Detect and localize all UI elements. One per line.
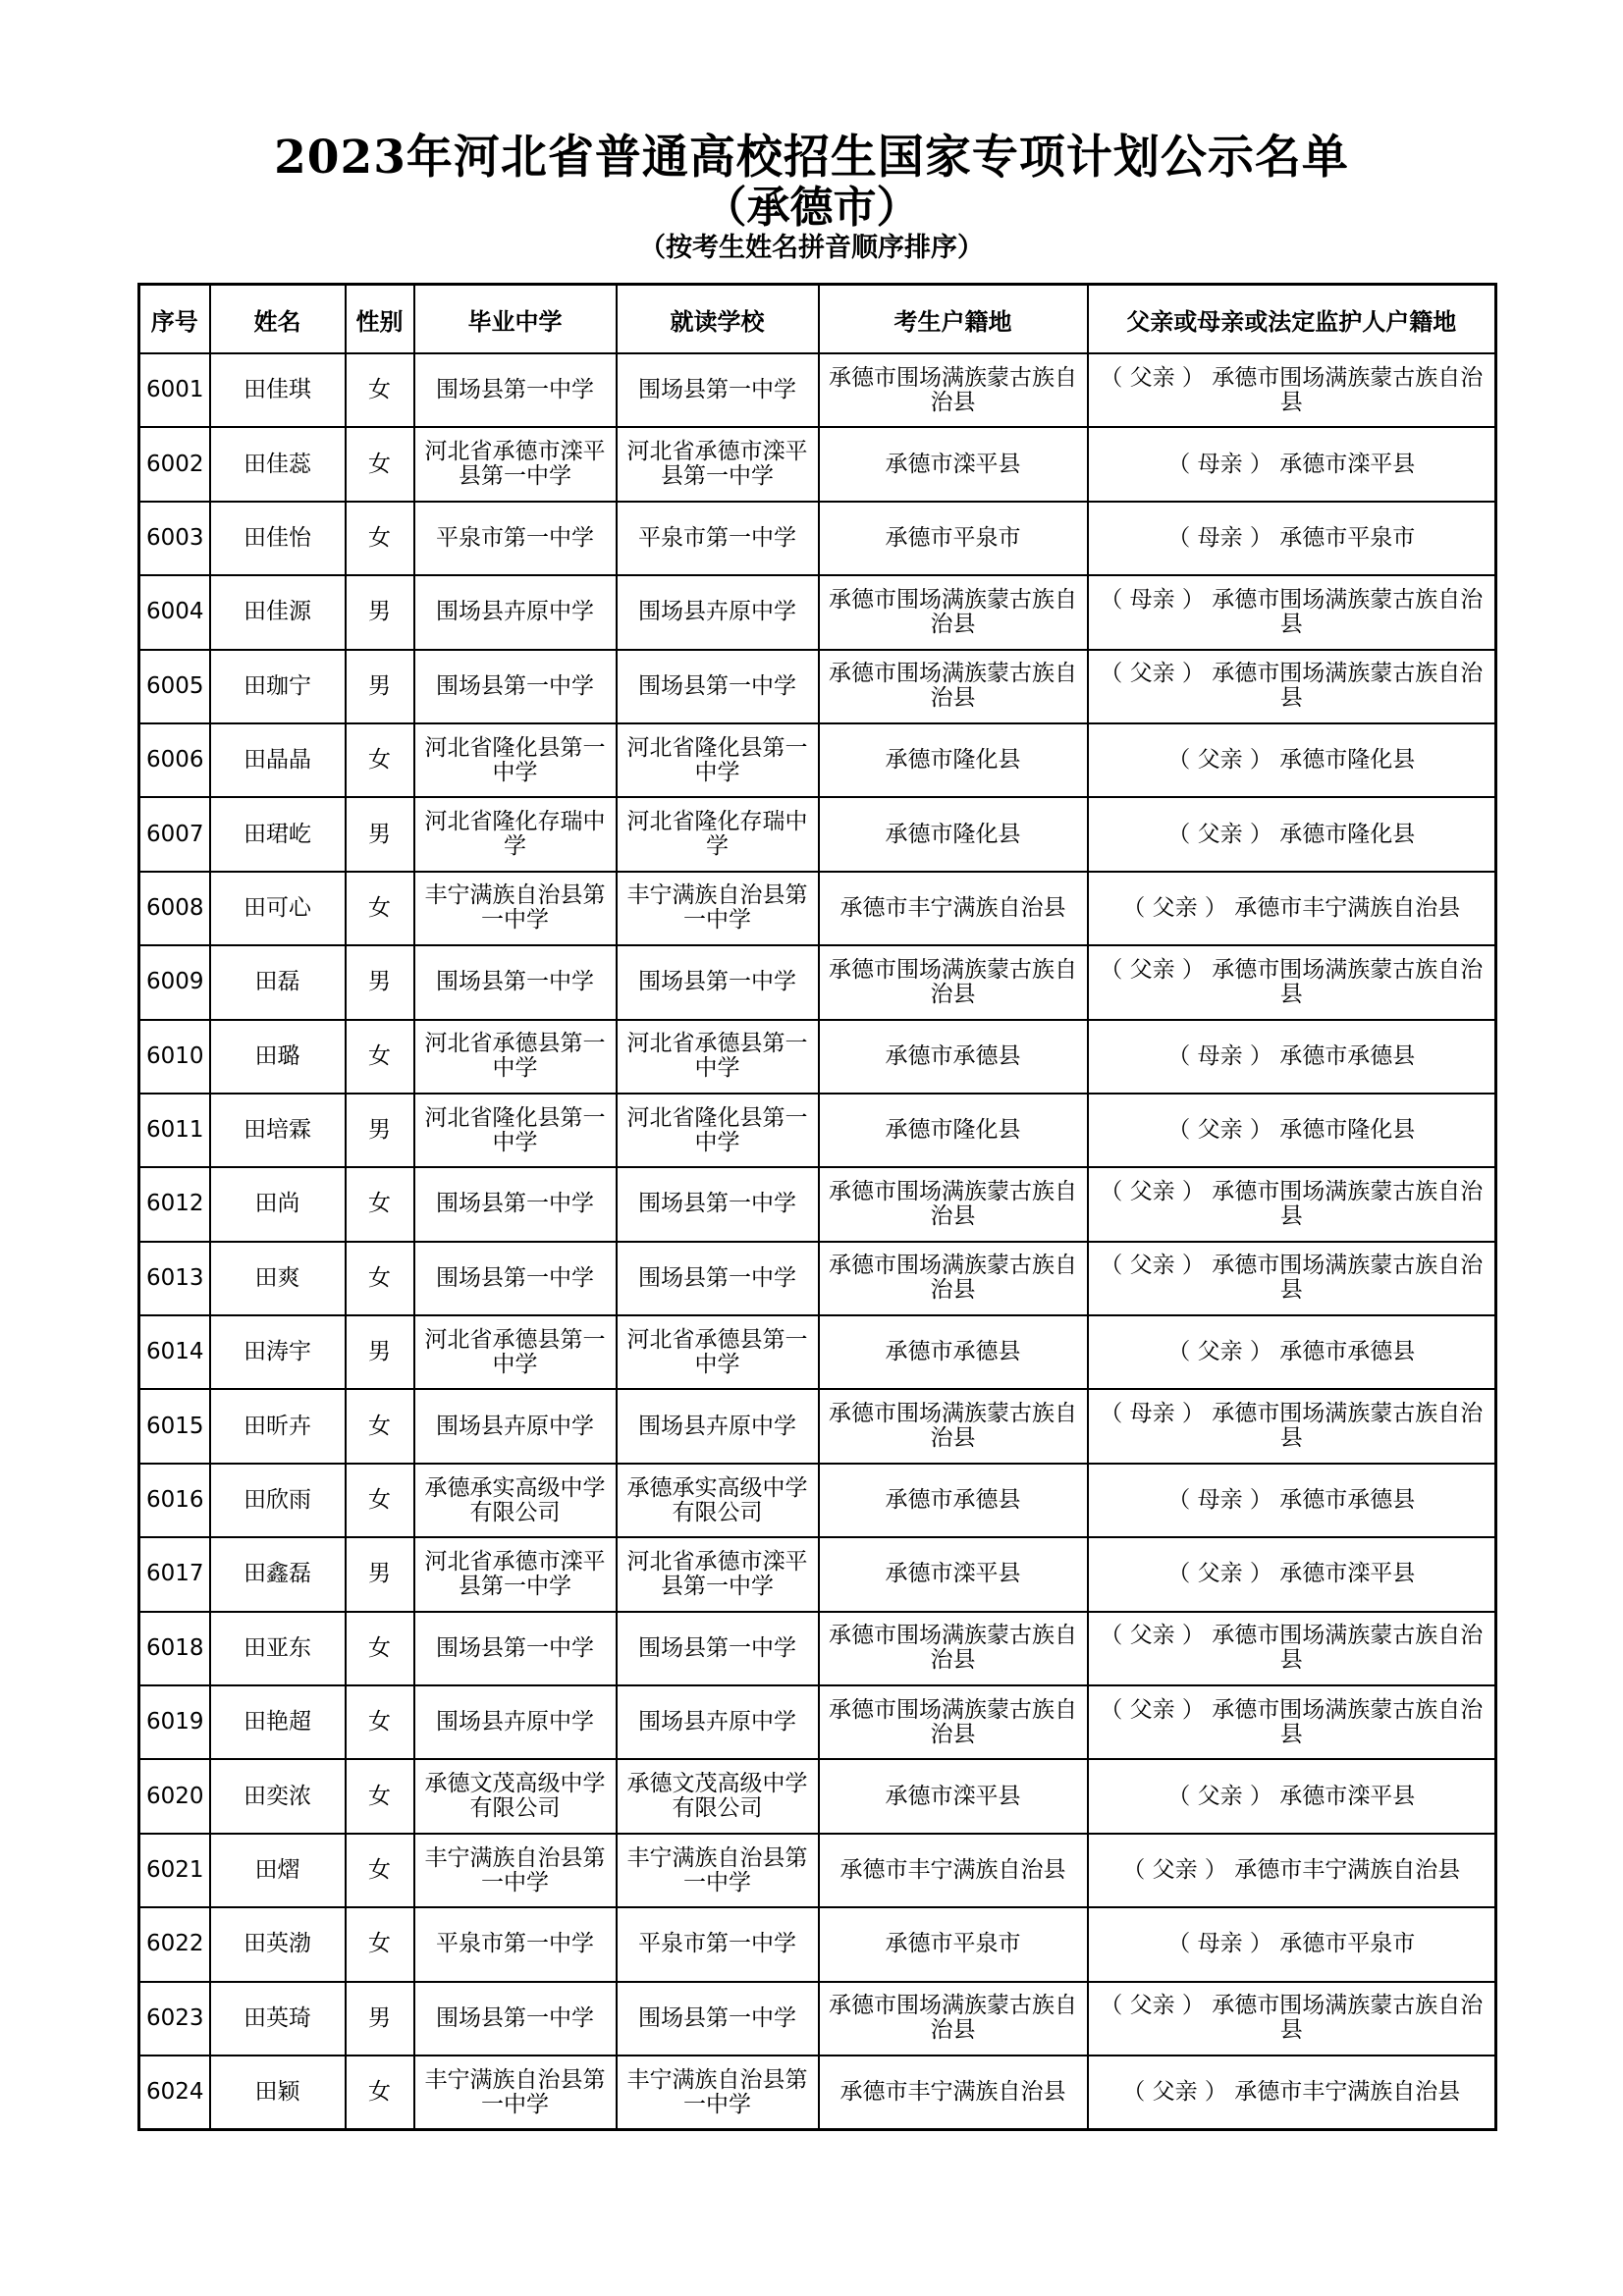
cell-guardian-hukou: （ 母亲 ） 承德市承德县 xyxy=(1088,1464,1496,1537)
cell-current-school: 河北省承德市滦平县第一中学 xyxy=(617,427,819,501)
cell-current-school: 围场县第一中学 xyxy=(617,650,819,723)
cell-serial: 6013 xyxy=(139,1242,210,1315)
cell-guardian-hukou: （ 父亲 ） 承德市围场满族蒙古族自治县 xyxy=(1088,1242,1496,1315)
cell-name: 田鑫磊 xyxy=(210,1537,346,1611)
cell-current-school: 围场县卉原中学 xyxy=(617,1685,819,1759)
cell-serial: 6009 xyxy=(139,945,210,1019)
cell-gender: 男 xyxy=(346,945,414,1019)
cell-gender: 女 xyxy=(346,1389,414,1463)
table-row xyxy=(139,723,1496,797)
cell-graduated-school: 平泉市第一中学 xyxy=(414,502,617,575)
table-row xyxy=(139,1685,1496,1759)
cell-name: 田佳蕊 xyxy=(210,427,346,501)
cell-name: 田珺屹 xyxy=(210,797,346,871)
cell-student-hukou: 承德市滦平县 xyxy=(819,1759,1088,1833)
cell-gender: 女 xyxy=(346,1759,414,1833)
cell-serial: 6005 xyxy=(139,650,210,723)
table-row xyxy=(139,1982,1496,2056)
cell-student-hukou: 承德市滦平县 xyxy=(819,427,1088,501)
table-row xyxy=(139,650,1496,723)
cell-student-hukou: 承德市围场满族蒙古族自治县 xyxy=(819,945,1088,1019)
cell-student-hukou: 承德市丰宁满族自治县 xyxy=(819,1834,1088,1907)
table-row xyxy=(139,1389,1496,1463)
cell-serial: 6010 xyxy=(139,1020,210,1094)
header-graduated-school: 毕业中学 xyxy=(414,285,617,354)
header-guardian-hukou: 父亲或母亲或法定监护人户籍地 xyxy=(1088,285,1496,354)
cell-gender: 女 xyxy=(346,2056,414,2130)
cell-gender: 男 xyxy=(346,1982,414,2056)
cell-current-school: 河北省承德县第一中学 xyxy=(617,1020,819,1094)
cell-serial: 6012 xyxy=(139,1167,210,1241)
cell-student-hukou: 承德市隆化县 xyxy=(819,797,1088,871)
cell-serial: 6020 xyxy=(139,1759,210,1833)
header-student-hukou: 考生户籍地 xyxy=(819,285,1088,354)
cell-current-school: 河北省承德市滦平县第一中学 xyxy=(617,1537,819,1611)
cell-serial: 6004 xyxy=(139,575,210,649)
cell-guardian-hukou: （ 父亲 ） 承德市围场满族蒙古族自治县 xyxy=(1088,1982,1496,2056)
cell-name: 田可心 xyxy=(210,872,346,945)
cell-current-school: 丰宁满族自治县第一中学 xyxy=(617,2056,819,2130)
cell-guardian-hukou: （ 母亲 ） 承德市围场满族蒙古族自治县 xyxy=(1088,1389,1496,1463)
cell-gender: 男 xyxy=(346,575,414,649)
table-row xyxy=(139,1167,1496,1241)
cell-graduated-school: 河北省隆化县第一中学 xyxy=(414,723,617,797)
table-row xyxy=(139,872,1496,945)
cell-gender: 男 xyxy=(346,1315,414,1389)
cell-guardian-hukou: （ 母亲 ） 承德市围场满族蒙古族自治县 xyxy=(1088,575,1496,649)
cell-current-school: 围场县第一中学 xyxy=(617,353,819,427)
cell-graduated-school: 承德承实高级中学有限公司 xyxy=(414,1464,617,1537)
cell-guardian-hukou: （ 父亲 ） 承德市承德县 xyxy=(1088,1315,1496,1389)
cell-guardian-hukou: （ 母亲 ） 承德市滦平县 xyxy=(1088,427,1496,501)
table-row xyxy=(139,1537,1496,1611)
cell-graduated-school: 丰宁满族自治县第一中学 xyxy=(414,2056,617,2130)
cell-guardian-hukou: （ 父亲 ） 承德市围场满族蒙古族自治县 xyxy=(1088,650,1496,723)
cell-gender: 女 xyxy=(346,1020,414,1094)
cell-serial: 6019 xyxy=(139,1685,210,1759)
cell-graduated-school: 丰宁满族自治县第一中学 xyxy=(414,872,617,945)
cell-graduated-school: 河北省承德县第一中学 xyxy=(414,1020,617,1094)
cell-guardian-hukou: （ 父亲 ） 承德市隆化县 xyxy=(1088,1094,1496,1167)
cell-graduated-school: 围场县第一中学 xyxy=(414,1167,617,1241)
cell-gender: 女 xyxy=(346,1907,414,1981)
cell-graduated-school: 围场县卉原中学 xyxy=(414,575,617,649)
cell-current-school: 丰宁满族自治县第一中学 xyxy=(617,872,819,945)
cell-graduated-school: 河北省隆化县第一中学 xyxy=(414,1094,617,1167)
cell-serial: 6016 xyxy=(139,1464,210,1537)
cell-gender: 女 xyxy=(346,1834,414,1907)
cell-guardian-hukou: （ 母亲 ） 承德市平泉市 xyxy=(1088,502,1496,575)
cell-gender: 女 xyxy=(346,353,414,427)
cell-name: 田佳琪 xyxy=(210,353,346,427)
cell-student-hukou: 承德市滦平县 xyxy=(819,1537,1088,1611)
cell-name: 田亚东 xyxy=(210,1612,346,1685)
cell-name: 田熠 xyxy=(210,1834,346,1907)
cell-current-school: 围场县第一中学 xyxy=(617,1612,819,1685)
cell-student-hukou: 承德市围场满族蒙古族自治县 xyxy=(819,1242,1088,1315)
cell-serial: 6024 xyxy=(139,2056,210,2130)
header-serial: 序号 xyxy=(139,285,210,354)
document-subtitle: （承德市） xyxy=(703,183,920,233)
cell-gender: 女 xyxy=(346,502,414,575)
cell-graduated-school: 丰宁满族自治县第一中学 xyxy=(414,1834,617,1907)
cell-graduated-school: 围场县第一中学 xyxy=(414,1242,617,1315)
cell-serial: 6011 xyxy=(139,1094,210,1167)
cell-current-school: 承德承实高级中学有限公司 xyxy=(617,1464,819,1537)
cell-guardian-hukou: （ 父亲 ） 承德市隆化县 xyxy=(1088,797,1496,871)
cell-current-school: 围场县第一中学 xyxy=(617,945,819,1019)
cell-name: 田颖 xyxy=(210,2056,346,2130)
cell-graduated-school: 围场县第一中学 xyxy=(414,650,617,723)
cell-guardian-hukou: （ 父亲 ） 承德市滦平县 xyxy=(1088,1537,1496,1611)
cell-name: 田佳源 xyxy=(210,575,346,649)
sort-note: （按考生姓名拼音顺序排序） xyxy=(639,233,984,263)
cell-serial: 6008 xyxy=(139,872,210,945)
cell-guardian-hukou: （ 父亲 ） 承德市围场满族蒙古族自治县 xyxy=(1088,1685,1496,1759)
cell-name: 田晶晶 xyxy=(210,723,346,797)
table-row xyxy=(139,353,1496,427)
cell-guardian-hukou: （ 父亲 ） 承德市丰宁满族自治县 xyxy=(1088,2056,1496,2130)
cell-name: 田璐 xyxy=(210,1020,346,1094)
table-row xyxy=(139,1315,1496,1389)
roster-body xyxy=(139,353,1496,2130)
cell-serial: 6015 xyxy=(139,1389,210,1463)
cell-serial: 6007 xyxy=(139,797,210,871)
cell-gender: 男 xyxy=(346,1537,414,1611)
cell-serial: 6021 xyxy=(139,1834,210,1907)
cell-graduated-school: 围场县第一中学 xyxy=(414,945,617,1019)
cell-student-hukou: 承德市围场满族蒙古族自治县 xyxy=(819,575,1088,649)
cell-guardian-hukou: （ 父亲 ） 承德市围场满族蒙古族自治县 xyxy=(1088,353,1496,427)
cell-name: 田欣雨 xyxy=(210,1464,346,1537)
cell-guardian-hukou: （ 父亲 ） 承德市围场满族蒙古族自治县 xyxy=(1088,945,1496,1019)
cell-student-hukou: 承德市围场满族蒙古族自治县 xyxy=(819,1982,1088,2056)
cell-graduated-school: 围场县卉原中学 xyxy=(414,1389,617,1463)
cell-guardian-hukou: （ 父亲 ） 承德市丰宁满族自治县 xyxy=(1088,1834,1496,1907)
cell-serial: 6014 xyxy=(139,1315,210,1389)
table-row xyxy=(139,1094,1496,1167)
cell-student-hukou: 承德市平泉市 xyxy=(819,1907,1088,1981)
cell-graduated-school: 围场县第一中学 xyxy=(414,1982,617,2056)
cell-serial: 6001 xyxy=(139,353,210,427)
cell-current-school: 围场县卉原中学 xyxy=(617,1389,819,1463)
cell-student-hukou: 承德市隆化县 xyxy=(819,1094,1088,1167)
table-row xyxy=(139,502,1496,575)
cell-student-hukou: 承德市承德县 xyxy=(819,1020,1088,1094)
cell-graduated-school: 河北省承德市滦平县第一中学 xyxy=(414,1537,617,1611)
cell-student-hukou: 承德市围场满族蒙古族自治县 xyxy=(819,1389,1088,1463)
header-current-school: 就读学校 xyxy=(617,285,819,354)
header-gender: 性别 xyxy=(346,285,414,354)
cell-student-hukou: 承德市丰宁满族自治县 xyxy=(819,872,1088,945)
cell-current-school: 河北省隆化县第一中学 xyxy=(617,1094,819,1167)
table-row xyxy=(139,1020,1496,1094)
cell-student-hukou: 承德市围场满族蒙古族自治县 xyxy=(819,1167,1088,1241)
cell-name: 田奕浓 xyxy=(210,1759,346,1833)
cell-serial: 6006 xyxy=(139,723,210,797)
cell-student-hukou: 承德市平泉市 xyxy=(819,502,1088,575)
roster-table xyxy=(137,283,1497,2131)
table-row xyxy=(139,1759,1496,1833)
cell-serial: 6023 xyxy=(139,1982,210,2056)
cell-guardian-hukou: （ 父亲 ） 承德市丰宁满族自治县 xyxy=(1088,872,1496,945)
cell-name: 田涛宇 xyxy=(210,1315,346,1389)
cell-name: 田爽 xyxy=(210,1242,346,1315)
cell-gender: 男 xyxy=(346,650,414,723)
cell-graduated-school: 围场县第一中学 xyxy=(414,353,617,427)
cell-student-hukou: 承德市承德县 xyxy=(819,1464,1088,1537)
table-row xyxy=(139,575,1496,649)
cell-graduated-school: 承德文茂高级中学有限公司 xyxy=(414,1759,617,1833)
cell-serial: 6017 xyxy=(139,1537,210,1611)
cell-student-hukou: 承德市围场满族蒙古族自治县 xyxy=(819,1612,1088,1685)
cell-current-school: 河北省隆化存瑞中学 xyxy=(617,797,819,871)
cell-gender: 女 xyxy=(346,1242,414,1315)
cell-name: 田英琦 xyxy=(210,1982,346,2056)
cell-student-hukou: 承德市围场满族蒙古族自治县 xyxy=(819,650,1088,723)
cell-guardian-hukou: （ 母亲 ） 承德市平泉市 xyxy=(1088,1907,1496,1981)
cell-name: 田佳怡 xyxy=(210,502,346,575)
cell-current-school: 围场县第一中学 xyxy=(617,1242,819,1315)
cell-graduated-school: 河北省隆化存瑞中学 xyxy=(414,797,617,871)
cell-name: 田昕卉 xyxy=(210,1389,346,1463)
cell-student-hukou: 承德市围场满族蒙古族自治县 xyxy=(819,1685,1088,1759)
cell-gender: 女 xyxy=(346,427,414,501)
cell-current-school: 平泉市第一中学 xyxy=(617,502,819,575)
cell-serial: 6002 xyxy=(139,427,210,501)
header-name: 姓名 xyxy=(210,285,346,354)
table-row xyxy=(139,1907,1496,1981)
cell-name: 田珈宁 xyxy=(210,650,346,723)
cell-name: 田尚 xyxy=(210,1167,346,1241)
cell-current-school: 承德文茂高级中学有限公司 xyxy=(617,1759,819,1833)
cell-gender: 女 xyxy=(346,1167,414,1241)
cell-graduated-school: 河北省承德市滦平县第一中学 xyxy=(414,427,617,501)
cell-guardian-hukou: （ 父亲 ） 承德市围场满族蒙古族自治县 xyxy=(1088,1167,1496,1241)
cell-gender: 女 xyxy=(346,872,414,945)
cell-graduated-school: 围场县卉原中学 xyxy=(414,1685,617,1759)
table-row xyxy=(139,2056,1496,2130)
cell-name: 田培霖 xyxy=(210,1094,346,1167)
cell-serial: 6018 xyxy=(139,1612,210,1685)
cell-graduated-school: 河北省承德县第一中学 xyxy=(414,1315,617,1389)
cell-graduated-school: 围场县第一中学 xyxy=(414,1612,617,1685)
cell-gender: 男 xyxy=(346,1094,414,1167)
document-title: 2023年河北省普通高校招生国家专项计划公示名单 xyxy=(274,131,1349,185)
cell-name: 田艳超 xyxy=(210,1685,346,1759)
cell-current-school: 围场县第一中学 xyxy=(617,1982,819,2056)
cell-guardian-hukou: （ 父亲 ） 承德市围场满族蒙古族自治县 xyxy=(1088,1612,1496,1685)
cell-student-hukou: 承德市围场满族蒙古族自治县 xyxy=(819,353,1088,427)
cell-current-school: 围场县卉原中学 xyxy=(617,575,819,649)
cell-graduated-school: 平泉市第一中学 xyxy=(414,1907,617,1981)
cell-current-school: 平泉市第一中学 xyxy=(617,1907,819,1981)
cell-gender: 男 xyxy=(346,797,414,871)
table-row xyxy=(139,1242,1496,1315)
table-row xyxy=(139,1834,1496,1907)
cell-gender: 女 xyxy=(346,1464,414,1537)
table-row xyxy=(139,1464,1496,1537)
table-row xyxy=(139,427,1496,501)
cell-student-hukou: 承德市丰宁满族自治县 xyxy=(819,2056,1088,2130)
cell-name: 田英渤 xyxy=(210,1907,346,1981)
table-row xyxy=(139,797,1496,871)
cell-student-hukou: 承德市隆化县 xyxy=(819,723,1088,797)
table-row xyxy=(139,945,1496,1019)
table-row xyxy=(139,1612,1496,1685)
cell-gender: 女 xyxy=(346,1612,414,1685)
cell-current-school: 围场县第一中学 xyxy=(617,1167,819,1241)
cell-student-hukou: 承德市承德县 xyxy=(819,1315,1088,1389)
cell-guardian-hukou: （ 父亲 ） 承德市滦平县 xyxy=(1088,1759,1496,1833)
cell-current-school: 河北省承德县第一中学 xyxy=(617,1315,819,1389)
cell-name: 田磊 xyxy=(210,945,346,1019)
cell-serial: 6022 xyxy=(139,1907,210,1981)
cell-guardian-hukou: （ 母亲 ） 承德市承德县 xyxy=(1088,1020,1496,1094)
cell-gender: 女 xyxy=(346,1685,414,1759)
header-row xyxy=(139,285,1496,354)
cell-serial: 6003 xyxy=(139,502,210,575)
cell-guardian-hukou: （ 父亲 ） 承德市隆化县 xyxy=(1088,723,1496,797)
cell-gender: 女 xyxy=(346,723,414,797)
cell-current-school: 河北省隆化县第一中学 xyxy=(617,723,819,797)
cell-current-school: 丰宁满族自治县第一中学 xyxy=(617,1834,819,1907)
